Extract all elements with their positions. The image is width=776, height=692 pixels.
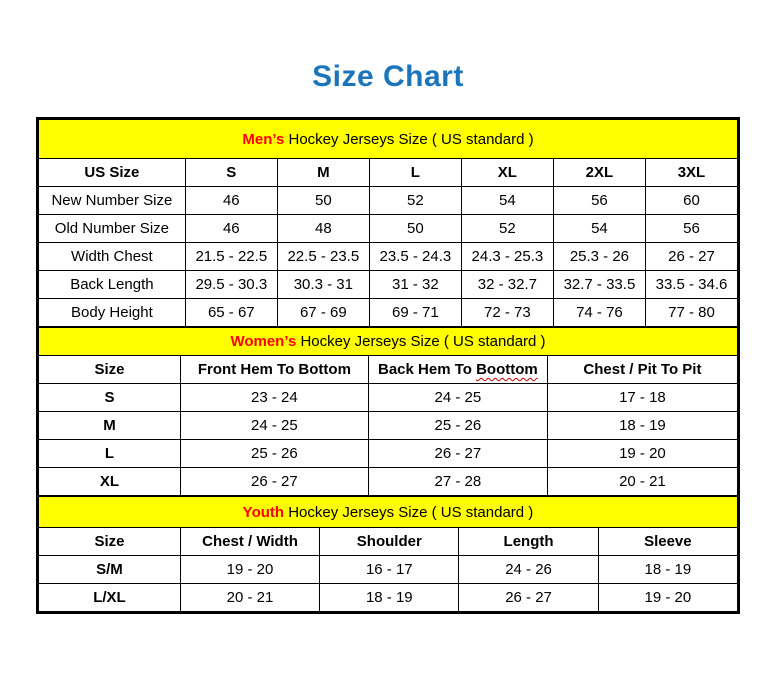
youth-section-highlight: Youth [242,503,285,521]
size-value: 26 - 27 [368,440,547,468]
size-value: 26 - 27 [459,584,598,612]
size-value: 24.3 - 25.3 [461,243,553,271]
mens-section-title: Men’s Hockey Jerseys Size ( US standard ) [39,120,738,159]
table-row [39,556,738,584]
size-value: 25 - 26 [368,412,547,440]
column-header: M [277,159,369,187]
misspelled-word: Boottom [476,361,538,378]
size-value: 74 - 76 [553,299,645,327]
row-label: S/M [39,556,181,584]
column-header: Front Hem To Bottom [180,356,368,384]
size-value: 31 - 32 [369,271,461,299]
size-value: 65 - 67 [185,299,277,327]
table-row [39,440,738,468]
size-value: 18 - 19 [547,412,737,440]
size-value: 60 [645,187,737,215]
size-value: 29.5 - 30.3 [185,271,277,299]
youth-size-table [38,496,738,612]
column-header: XL [461,159,553,187]
table-row [39,243,738,271]
size-value: 32.7 - 33.5 [553,271,645,299]
column-header: Chest / Pit To Pit [547,356,737,384]
size-value: 18 - 19 [320,584,459,612]
size-value: 16 - 17 [320,556,459,584]
size-value: 56 [645,215,737,243]
column-header: Size [39,356,181,384]
row-label: L/XL [39,584,181,612]
table-row [39,412,738,440]
mens-size-table [38,119,738,327]
column-header: 2XL [553,159,645,187]
size-value: 26 - 27 [645,243,737,271]
column-header: 3XL [645,159,737,187]
row-label: New Number Size [39,187,186,215]
mens-section-highlight: Men’s [242,130,285,148]
table-row [39,384,738,412]
column-header: S [185,159,277,187]
size-value: 25.3 - 26 [553,243,645,271]
column-header: Shoulder [320,528,459,556]
size-value: 19 - 20 [598,584,737,612]
column-header: US Size [39,159,186,187]
table-row [39,215,738,243]
size-value: 56 [553,187,645,215]
size-value: 72 - 73 [461,299,553,327]
size-tables [36,117,740,614]
size-value: 24 - 25 [180,412,368,440]
size-value: 24 - 26 [459,556,598,584]
size-value: 54 [553,215,645,243]
size-value: 46 [185,187,277,215]
column-header: Chest / Width [180,528,319,556]
row-label: Back Length [39,271,186,299]
size-value: 30.3 - 31 [277,271,369,299]
row-label: Body Height [39,299,186,327]
size-value: 22.5 - 23.5 [277,243,369,271]
size-value: 48 [277,215,369,243]
row-label: S [39,384,181,412]
page-title: Size Chart [312,60,464,93]
row-label: XL [39,468,181,496]
table-row [39,584,738,612]
size-value: 26 - 27 [180,468,368,496]
size-value: 20 - 21 [180,584,319,612]
row-label: L [39,440,181,468]
womens-section-highlight: Women’s [230,333,297,350]
size-value: 50 [277,187,369,215]
size-value: 23 - 24 [180,384,368,412]
size-value: 50 [369,215,461,243]
size-value: 77 - 80 [645,299,737,327]
size-value: 54 [461,187,553,215]
table-row [39,187,738,215]
table-row [39,299,738,327]
size-value: 67 - 69 [277,299,369,327]
size-value: 18 - 19 [598,556,737,584]
size-value: 24 - 25 [368,384,547,412]
size-value: 46 [185,215,277,243]
size-value: 23.5 - 24.3 [369,243,461,271]
table-row [39,468,738,496]
column-header: Size [39,528,181,556]
size-value: 52 [461,215,553,243]
size-value: 52 [369,187,461,215]
womens-size-table [38,327,738,496]
column-header: L [369,159,461,187]
size-value: 21.5 - 22.5 [185,243,277,271]
size-value: 32 - 32.7 [461,271,553,299]
youth-section-title: Youth Hockey Jerseys Size ( US standard ) [39,497,738,528]
size-value: 19 - 20 [547,440,737,468]
table-row [39,271,738,299]
size-value: 69 - 71 [369,299,461,327]
column-header: Back Hem To Boottom [368,356,547,384]
row-label: M [39,412,181,440]
size-value: 17 - 18 [547,384,737,412]
column-header: Length [459,528,598,556]
size-value: 33.5 - 34.6 [645,271,737,299]
womens-section-title: Women’s Hockey Jerseys Size ( US standard ) [39,328,738,356]
size-value: 25 - 26 [180,440,368,468]
size-value: 20 - 21 [547,468,737,496]
row-label: Old Number Size [39,215,186,243]
size-value: 27 - 28 [368,468,547,496]
size-value: 19 - 20 [180,556,319,584]
row-label: Width Chest [39,243,186,271]
column-header: Sleeve [598,528,737,556]
